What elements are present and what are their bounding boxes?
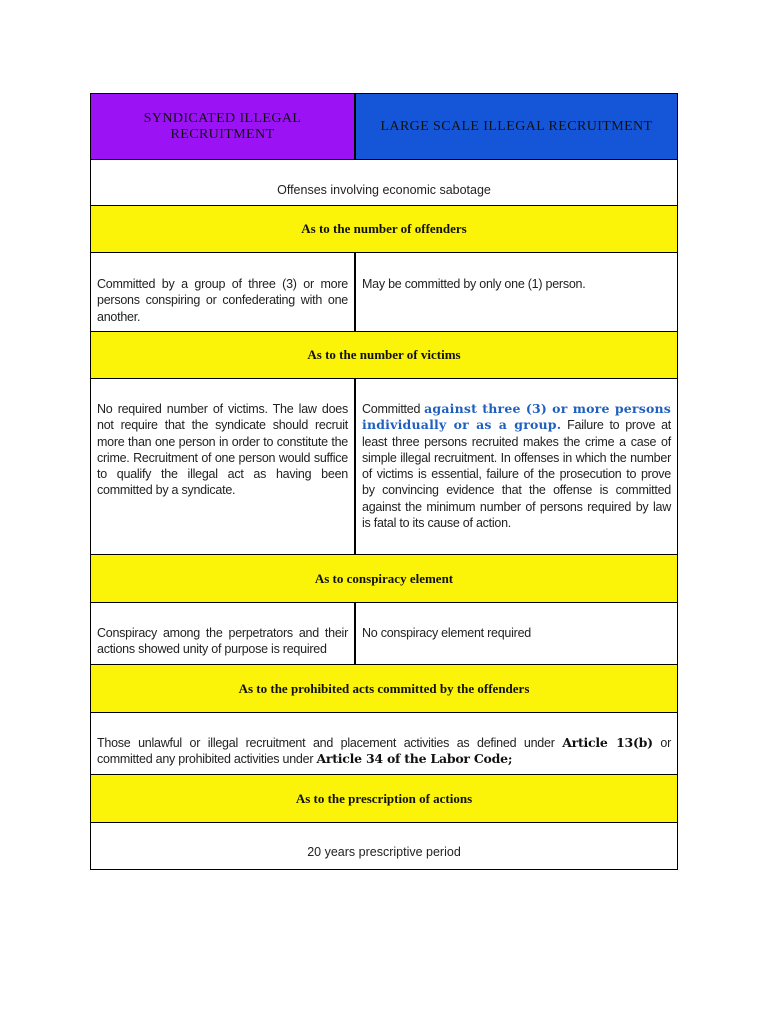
offenders-syndicated-text: Committed by a group of three (3) or more persons conspiring or confederating with one another. — [91, 253, 356, 331]
header-syndicated — [91, 94, 356, 159]
offenders-large-scale-text: May be committed by only one (1) person. — [362, 277, 586, 291]
section-offenders-title: As to the number of offenders — [91, 206, 677, 253]
offenses-text: Offenses involving economic sabotage — [277, 182, 491, 197]
table-header-row — [91, 94, 677, 160]
section-prescription-title: As to the prescription of actions — [91, 775, 677, 823]
victims-row — [91, 379, 677, 555]
offenders-row — [91, 253, 677, 332]
header-large-scale — [356, 94, 677, 159]
victims-large-scale-rest: Failure to prove at least three persons recruited makes the crime a case of simple illegal recruitment. In offenses in which the number of victims is essential, failure of the prosecution to prove by convincing evidence that the offense is committed against the minimum number of persons required by law is fatal to its cause of action. — [362, 418, 671, 531]
header-syndicated-label: SYNDICATED ILLEGAL RECRUITMENT — [143, 110, 302, 142]
prohibited-row — [91, 713, 677, 775]
victims-large-scale-emphasis: against three (3) or more persons individually or as a group. — [362, 401, 672, 433]
conspiracy-syndicated-text: Conspiracy among the perpetrators and their actions showed unity of purpose is required — [91, 603, 356, 664]
prescription-text: 20 years prescriptive period — [307, 845, 461, 859]
header-large-scale-label: LARGE SCALE ILLEGAL RECRUITMENT — [380, 118, 653, 134]
prescription-row — [91, 823, 677, 869]
prohibited-text-part-1: Those unlawful or illegal recruitment and placement activities as defined under — [97, 736, 563, 750]
article-13b-reference: Article 13(b) — [562, 735, 653, 750]
prohibited-text — [91, 713, 677, 774]
conspiracy-large-scale-text: No conspiracy element required — [362, 626, 531, 640]
section-prohibited-title: As to the prohibited acts committed by the offenders — [91, 665, 677, 713]
victims-syndicated-text: No required number of victims. The law does not require that the syndicate should recruit more than one person in order to constitute the crime. Recruitment of one person would suffice to qualify the illegal act as having been committed by a syndicate. — [91, 379, 356, 554]
victims-large-scale-text — [356, 379, 677, 554]
section-conspiracy-title: As to conspiracy element — [91, 555, 677, 603]
prohibited-text-part-2: or committed any prohibited activities under — [97, 736, 672, 767]
conspiracy-row — [91, 603, 677, 665]
victims-large-scale-prefix: Committed — [362, 402, 425, 416]
offenses-row — [91, 160, 677, 206]
article-34-reference: Article 34 of the Labor Code; — [316, 751, 513, 767]
section-victims-title: As to the number of victims — [91, 332, 677, 379]
comparison-table — [90, 93, 678, 870]
